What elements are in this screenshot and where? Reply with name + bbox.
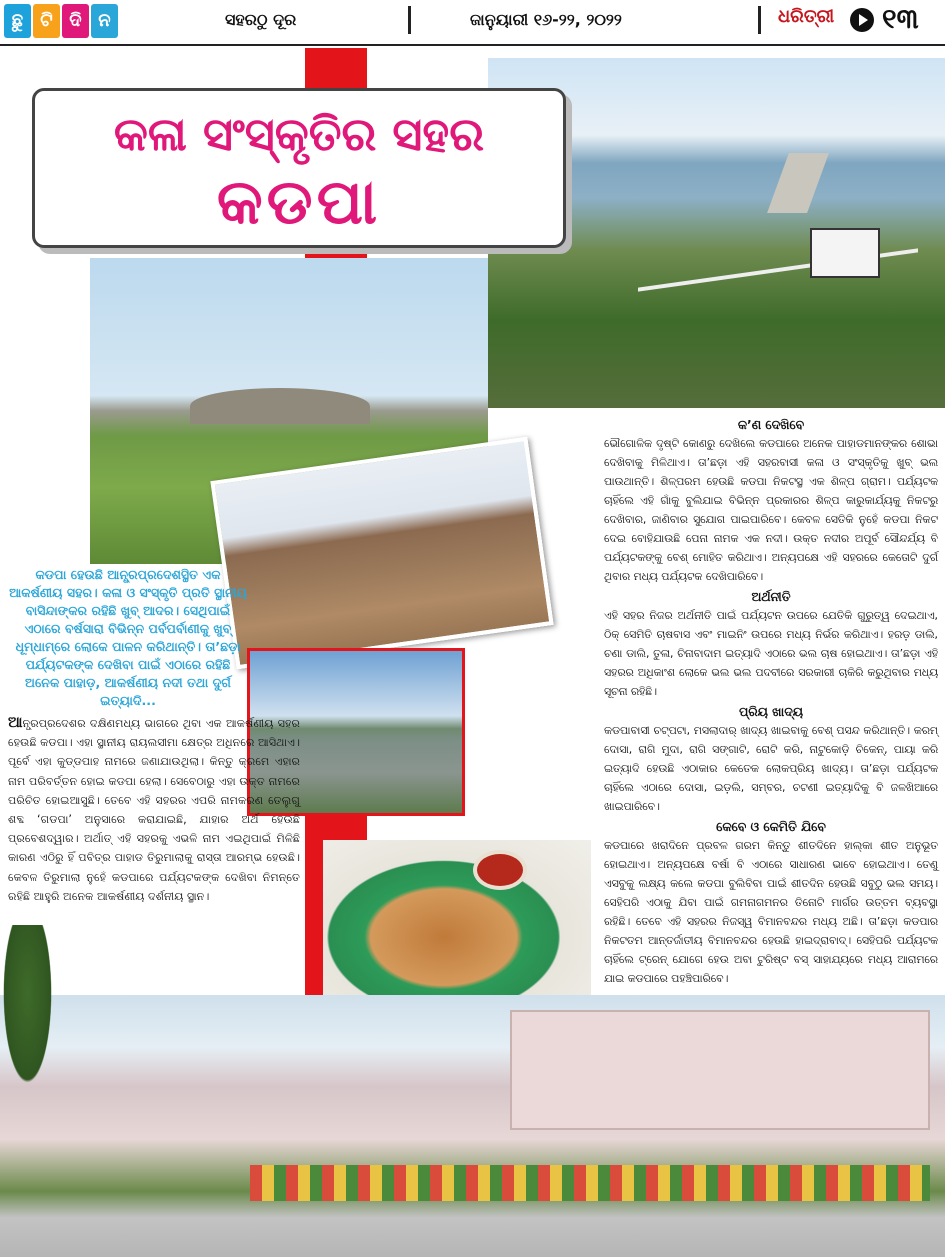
header-divider	[408, 6, 411, 34]
dosa-photo	[323, 840, 591, 1002]
page-header	[0, 0, 945, 44]
feature-label: ସହରଠୁ ଦୂର	[225, 10, 297, 29]
intro-text: କଡପା ହେଉଛି ଆନ୍ଧ୍ରପ୍ରଦେଶସ୍ଥିତ ଏକ ଆକର୍ଷଣୀୟ ସହର। କଳା ଓ ସଂସ୍କୃତି ପ୍ରତି ସ୍ଥାନୀୟ ବାସିନ୍ଦାଙ୍କର ରହିଛି ଖୁବ୍ ଆଦର। ସେଥିପାଇଁ ଏଠାରେ ବର୍ଷସାରା ବିଭିନ୍ନ ପର୍ବପର୍ବାଣୀକୁ ଖୁବ୍ ଧୂମ୍‌ଧାମ୍‌ରେ ଲୋକେ ପାଳନ କରିଥାନ୍ତି। ତା’ଛଡ଼ା ପର୍ଯ୍ୟଟକଙ୍କ ଦେଖିବା ପାଇଁ ଏଠାରେ ରହିଛି ଅନେକ ପାହାଡ଼, ଆକର୍ଷଣୀୟ ନଦୀ ତଥା ଦୁର୍ଗ ଇତ୍ୟାଦି...	[9, 567, 247, 708]
station-photo	[0, 995, 945, 1257]
headline-line-1: କଳା ସଂସ୍କୃତିର ସହର	[113, 107, 485, 161]
header-divider	[758, 6, 761, 34]
section-letter: ଦି	[62, 4, 89, 38]
section-heading: କେବେ ଓ କେମିତି ଯିବେ	[716, 819, 826, 834]
rocky-hill	[190, 388, 370, 424]
drop-cap: ଆ	[8, 713, 23, 731]
dam-wall	[767, 153, 829, 213]
section-text: କଡପାରେ ଖରାଦିନେ ପ୍ରବଳ ଗରମ କିନ୍ତୁ ଶୀତଦିନେ ହାଲ୍‌କା ଶୀତ ଅନୁଭୂତ ହୋଇଥାଏ। ଅନ୍ୟପକ୍ଷେ ବର୍ଷା ବି ଏଠାରେ ସାଧାରଣ ଭାବେ ହୋଇଥାଏ। ତେଣୁ ଏସବୁକୁ ଲକ୍ଷ୍ୟ କଲେ କଡପା ବୁଲିବିବା ପାଇଁ ଶୀତଦିନ ହେଉଛି ସବୁଠୁ ଭଲ ସମୟ। ସେହିପରି ଏଠାକୁ ଯିବା ପାଇଁ ଗମନାଗମନର ତିନୋଟି ମାର୍ଗର ଉତ୍ତମ ବ୍ୟବସ୍ଥା ରହିଛି। ତେବେ ଏହି ସହରର ନିଜସ୍ୱ ବିମାନବନ୍ଦର ମଧ୍ୟ ଅଛି। ତା’ଛଡ଼ା କଡପାର ନିକଟତମ ଆନ୍ତର୍ଜାତୀୟ ବିମାନବନ୍ଦର ହେଉଛି ହାଇଦ୍ରାବାଦ୍। ସେହିପରି ପର୍ଯ୍ୟଟକ ଚାହିଁଲେ ଟ୍ରେନ୍ ଯୋଗେ ହେଉ ଅବା ଟୁରିଷ୍ଟ ବସ୍ ସାହାଯ୍ୟରେ ମଧ୍ୟ ଆରାମରେ ଯାଇ କଡପାରେ ପହଞ୍ଚିପାରିବେ।	[604, 839, 938, 985]
section-text: କଡପାବାସୀ ଚଟ୍‌ପଟା, ମସଲାଦାର୍ ଖାଦ୍ୟ ଖାଇବାକୁ ବେଶ୍ ପସନ୍ଦ କରିଥାନ୍ତି। କରମ୍ ଦୋସା, ରାଗି ମୁଦା, ରାଗି ସଙ୍ଗାଟି, ରୋଟି କରି, ନାଟୁକୋଡ଼ି ଚିକେନ୍, ପାୟା କରି ଇତ୍ୟାଦି ହେଉଛି ଏଠାକାର କେତେକ ଲୋକପ୍ରିୟ ଖାଦ୍ୟ। ତା’ଛଡ଼ା ପର୍ଯ୍ୟଟକ ଚାହିଁଲେ ଏଠାରେ ଦୋସା, ଇଡ଼ଲି, ସମ୍ବର, ଚଟଣୀ ଇତ୍ୟାଦିକୁ ବି ଜଳଖିଆରେ ଖାଇପାରିବେ।	[604, 724, 938, 813]
page-number: ୧୩	[882, 2, 919, 35]
body-left-text: ନ୍ଧ୍ରପ୍ରଦେଶର ଦକ୍ଷିଣମଧ୍ୟ ଭାଗରେ ଥିବା ଏକ ଆକର୍ଷଣୀୟ ସହର ହେଉଛି କଡପା। ଏହା ସ୍ଥାନୀୟ ରାୟଲସୀମା କ୍ଷେତ୍ର ଅଧିନରେ ଆସିଥାଏ। ପୂର୍ବେ ଏହା କୁଡ୍ଡପାହ ନାମରେ ଜଣାଯାଉଥିଲା। କିନ୍ତୁ କ୍ରମେ ଏହାର ନାମ ପରିବର୍ତ୍ତନ ହୋଇ କଡପା ହେଲା। ସେବେଠାରୁ ଏହା ଉକ୍ତ ନାମରେ ପରିଚିତ ହୋଇଆସୁଛି। ତେବେ ଏହି ସହରର ଏପରି ନାମକରଣ ତେଲୁଗୁ ଶବ୍ଦ ‘ଗଡପା’ ଅନୁସାରେ କରାଯାଇଛି, ଯାହାର ଅର୍ଥ ହେଉଛି ପ୍ରବେଶଦ୍ୱାର। ଅର୍ଥାତ୍ ଏହି ସହରକୁ ଏଭଳି ନାମ ଏଇଥିପାଇଁ ମିଳିଛି କାରଣ ଏଠିରୁ ହିଁ ପବିତ୍ର ପାହାଡ ତିରୁମାଲାକୁ ରାସ୍ତା ଆରମ୍ଭ ହେଉଛି। କେବଳ ତିରୁମାଲା ନୁହେଁ କଡପାରେ ପର୍ଯ୍ୟଟକଙ୍କ ଦେଖିବା ନିମନ୍ତେ ରହିଛି ଆହୁରି ଅନେକ ଆକର୍ଷଣୀୟ ଦର୍ଶନୀୟ ସ୍ଥାନ।	[8, 717, 300, 903]
section-heading: କ’ଣ ଦେଖିବେ	[737, 417, 805, 432]
painted-fence	[250, 1165, 930, 1201]
headline-box	[32, 88, 566, 248]
play-icon	[850, 8, 874, 32]
section-text: ଭୌଗୋଳିକ ଦୃଷ୍ଟି କୋଣରୁ ଦେଖିଲେ କଡପାରେ ଅନେକ ପାହାଡମାନଙ୍କର ଶୋଭା ଦେଖିବାକୁ ମିଳିଥାଏ। ତା’ଛଡ଼ା ଏହି ସହରବାସୀ କଳା ଓ ସଂସ୍କୃତିକୁ ଖୁବ୍ ଭଲ ପାଉଥାନ୍ତି। ଶିଳ୍ପରମ ହେଉଛି କଡପା ନିକଟସ୍ଥ ଏକ ଶିଳ୍ପ ଗ୍ରାମ। ପର୍ଯ୍ୟଟକ ଚାହିଁଲେ ଏହି ଗାଁକୁ ବୁଲିଯାଇ ବିଭିନ୍ନ ପ୍ରକାରର ଶିଳ୍ପ କାରୁକାର୍ଯ୍ୟକୁ ନିକଟରୁ ଦେଖିବାର, ଜାଣିବାର ସୁଯୋଗ ପାଇପାରିବେ। କେବଳ ସେତିକି ନୁହେଁ କଡପା ନିକଟ ଦେଇ ବୋହିଯାଉଛି ପେନା ନାମକ ଏକ ନଦୀ। ଉକ୍ତ ନଦୀର ଅପୂର୍ବ ସୌନ୍ଦର୍ଯ୍ୟ ବି ପର୍ଯ୍ୟଟକଙ୍କୁ ବେଶ୍ ମୋହିତ କରିଥାଏ। ଅନ୍ୟପକ୍ଷେ ଏହି ସହରରେ କେତୋଟି ଦୁର୍ଗ ଥିବାର ମଧ୍ୟ ପର୍ଯ୍ୟଟକ ଦେଖିପାରିବେ।	[604, 437, 938, 583]
header-rule	[0, 44, 945, 46]
tree-left	[0, 925, 55, 1095]
station-building	[510, 1010, 930, 1130]
section-heading: ପ୍ରିୟ ଖାଦ୍ୟ	[738, 704, 804, 719]
section-text: ଏହି ସହର ନିଜର ଅର୍ଥନୀତି ପାଇଁ ପର୍ଯ୍ୟଟନ ଉପରେ ଯେତିକି ଗୁରୁତ୍ୱ ଦେଇଥାଏ, ଠିକ୍ ସେମିତି ଚାଷବାସ ଏବଂ ମାଇନିଂ ଉପରେ ମଧ୍ୟ ନିର୍ଭର କରିଥାଏ। ହରଡ଼ ଡାଲି, ଚଣା ଡାଲି, ତୁଳା, ଚିନାବାଦାମ ଇତ୍ୟାଦି ଏଠାରେ ଭଲ ଚାଷ ହୋଇଥାଏ। ତା’ଛଡ଼ା ଏହି ସହରର ଅଧିକାଂଶ ଲୋକେ ଭଲ ଭଲ ପଦବୀରେ ସରକାରୀ ଚାକିରି କରୁଥିବାର ମଧ୍ୟ ସୂଚନା ରହିଛି।	[604, 609, 938, 698]
section-letter: ଟି	[33, 4, 60, 38]
section-title	[4, 4, 118, 38]
section-heading: ଅର୍ଥନୀତି	[751, 589, 791, 604]
chutney-bowl	[473, 850, 527, 890]
issue-date: ଜାନୁୟାରୀ ୧୬-୨୨, ୨୦୨୨	[470, 10, 622, 29]
body-left-column	[8, 713, 300, 906]
body-right-column	[604, 414, 938, 988]
brand-logo: ଧରିତ୍ରୀ	[778, 6, 835, 27]
section-letter: ନ	[91, 4, 118, 38]
section-letter: ଛୁ	[4, 4, 31, 38]
headline-line-2: କଡପା	[216, 165, 382, 238]
info-signboard	[810, 228, 880, 278]
